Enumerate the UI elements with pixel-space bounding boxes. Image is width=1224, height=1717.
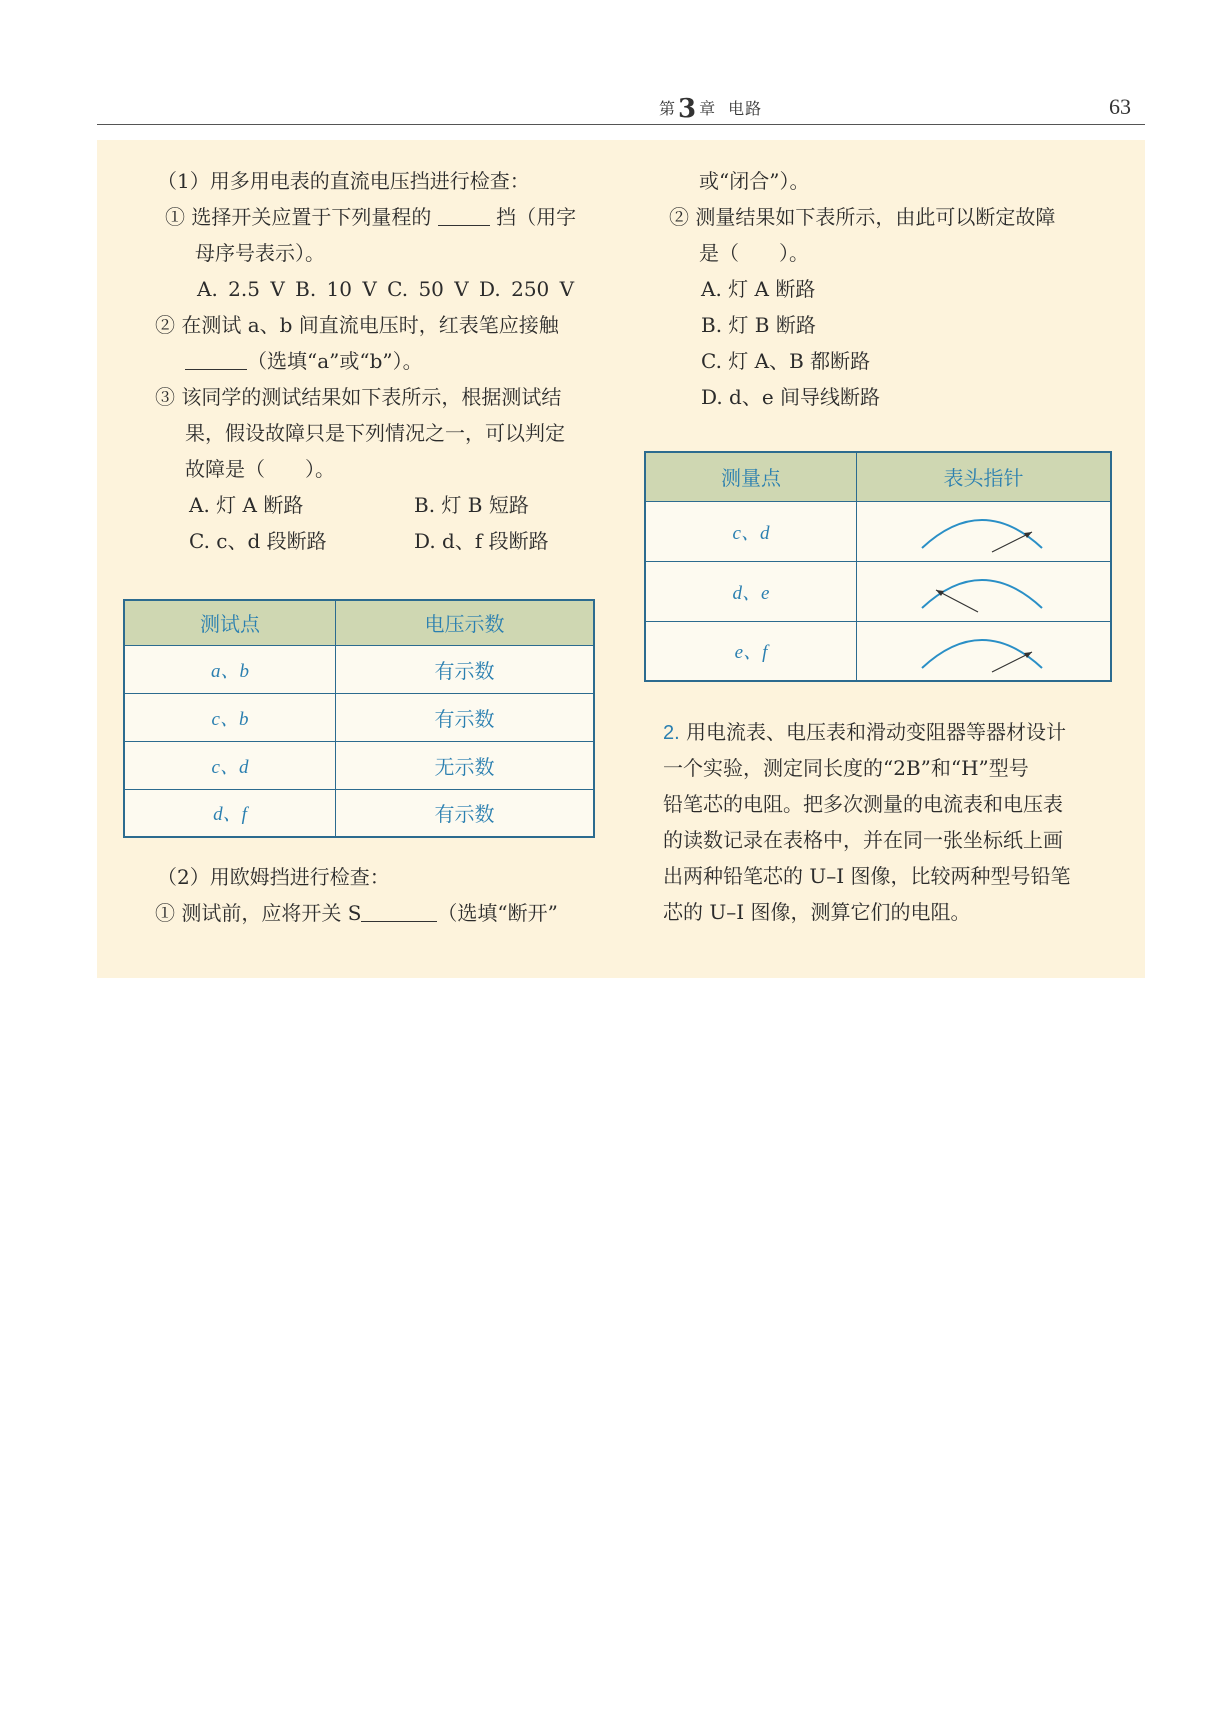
needle-cell: [857, 621, 1112, 681]
table-row: [645, 501, 1111, 561]
test-point-cell: c、d: [124, 741, 336, 789]
chapter-suffix: 章: [699, 99, 717, 118]
item1-line1: [165, 203, 576, 231]
header-measure-point: 测量点: [645, 452, 857, 501]
part2-item1: [155, 899, 558, 927]
voltage-reading-cell: 有示数: [336, 693, 595, 741]
voltage-reading-cell: 有示数: [336, 645, 595, 693]
chapter-prefix: 第: [659, 99, 677, 118]
right-item2-line2: 是（ ）。: [699, 241, 809, 265]
right-option-a: A. 灯 A 断路: [701, 277, 816, 301]
part2-item1-text-end: （选填“断开”: [437, 901, 558, 925]
part2-heading: （2）用欧姆挡进行检查：: [157, 865, 390, 889]
item3-line3: 故障是（ ）。: [185, 457, 335, 481]
table-row: [645, 561, 1111, 621]
page-header: [97, 92, 1145, 125]
right-option-c: C. 灯 A、B 都断路: [701, 349, 871, 373]
needle-cell: [857, 561, 1112, 621]
voltage-test-table: [123, 599, 595, 838]
question-number: 2.: [663, 722, 680, 744]
table-row: [124, 789, 594, 837]
item3-line2: 果，假设故障只是下列情况之一，可以判定: [185, 421, 565, 445]
q2-text: 用电流表、电压表和滑动变阻器等器材设计: [686, 720, 1067, 744]
part1-heading: （1）用多用电表的直流电压挡进行检查：: [157, 169, 530, 193]
meter-dial-icon: [914, 506, 1054, 556]
test-point-cell: a、b: [124, 645, 336, 693]
answer-blank: [438, 207, 490, 226]
measure-point-cell: e、f: [645, 621, 857, 681]
chapter-number: 3: [678, 94, 698, 124]
item3-option-a: A. 灯 A 断路: [189, 493, 304, 517]
item3-option-c: C. c、d 段断路: [189, 529, 327, 553]
voltage-reading-cell: 无示数: [336, 741, 595, 789]
test-point-cell: c、b: [124, 693, 336, 741]
item3-option-d: D. d、f 段断路: [414, 529, 549, 553]
right-option-b: B. 灯 B 断路: [701, 313, 816, 337]
q2-line3: 铅笔芯的电阻。把多次测量的电流表和电压表: [663, 792, 1063, 816]
item2-text: （选填“a”或“b”）。: [247, 349, 423, 373]
table-row: [124, 693, 594, 741]
item3-option-b: B. 灯 B 短路: [414, 493, 529, 517]
exercise-panel: [97, 140, 1145, 978]
table-header-row: [645, 452, 1111, 501]
table-row: [124, 645, 594, 693]
meter-dial-icon: [914, 566, 1054, 616]
voltage-reading-cell: 有示数: [336, 789, 595, 837]
header-test-point: 测试点: [124, 600, 336, 645]
header-voltage-reading: 电压示数: [336, 600, 595, 645]
table-header-row: [124, 600, 594, 645]
chapter-label: [659, 94, 762, 124]
meter-dial-icon: [914, 626, 1054, 676]
header-needle: 表头指针: [857, 452, 1112, 501]
right-cont-line: 或“闭合”）。: [699, 169, 810, 193]
q2-line4: 的读数记录在表格中，并在同一张坐标纸上画: [663, 828, 1063, 852]
needle-cell: [857, 501, 1112, 561]
item1-text-end: 挡（用字: [496, 205, 577, 229]
item2-line1: ② 在测试 a、b 间直流电压时，红表笔应接触: [155, 313, 559, 337]
answer-blank: [361, 903, 437, 922]
q2-line1: [663, 718, 1066, 747]
table-row: [124, 741, 594, 789]
part2-item1-text: ① 测试前，应将开关 S: [155, 901, 362, 925]
right-item2-line1: ② 测量结果如下表所示，由此可以断定故障: [669, 205, 1056, 229]
test-point-cell: d、f: [124, 789, 336, 837]
right-option-d: D. d、e 间导线断路: [701, 385, 881, 409]
item3-line1: ③ 该同学的测试结果如下表所示，根据测试结: [155, 385, 562, 409]
measure-point-cell: d、e: [645, 561, 857, 621]
q2-line5: 出两种铅笔芯的 U–I 图像，比较两种型号铅笔: [663, 864, 1071, 888]
item1-text: ① 选择开关应置于下列量程的: [165, 205, 432, 229]
q2-line2: 一个实验，测定同长度的“2B”和“H”型号: [663, 756, 1029, 780]
page-number: 63: [1109, 94, 1131, 119]
item1-line2: 母序号表示）。: [195, 241, 325, 265]
q2-line6: 芯的 U–I 图像，测算它们的电阻。: [663, 900, 971, 924]
chapter-title: 电路: [728, 99, 763, 118]
item1-options: A. 2.5 V B. 10 V C. 50 V D. 250 V: [197, 277, 575, 301]
ohm-test-table: [644, 451, 1112, 682]
item2-line2: [185, 347, 423, 375]
measure-point-cell: c、d: [645, 501, 857, 561]
table-row: [645, 621, 1111, 681]
answer-blank: [185, 351, 247, 370]
